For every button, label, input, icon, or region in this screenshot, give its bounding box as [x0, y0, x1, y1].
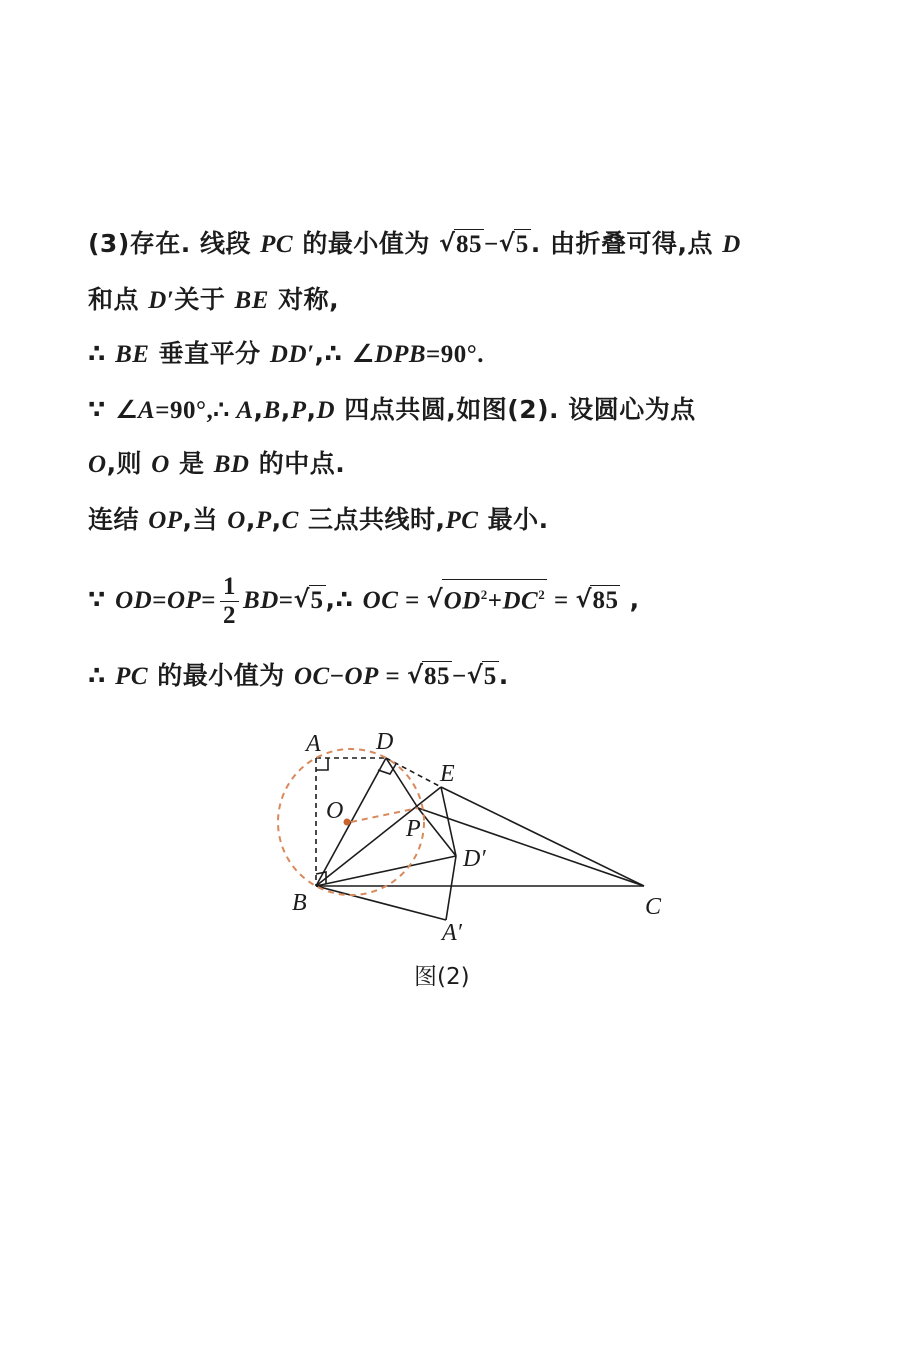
sqrt-od2-dc2: √ $OD^2+DC^2$ [427, 571, 548, 631]
label-D: D [376, 729, 394, 755]
center-point-O [344, 819, 351, 826]
segment-BD-prime [316, 856, 456, 886]
solution-line-4: ∵ ∠A=90°,∴ A,B,P,D 四点共圆,如图(2). 设圆心为点 [88, 395, 696, 424]
solution-line-3: ∴ BE 垂直平分 DD′,∴ ∠DPB=90°. [88, 339, 485, 368]
label-A: A [306, 731, 321, 757]
solution-line-2: 和点 D′关于 BE 对称, [88, 285, 340, 314]
fraction-one-half: $\frac{1}{2}$ [220, 573, 239, 630]
segment-DP [386, 758, 418, 808]
figure-caption: 图(2) [414, 964, 470, 990]
sqrt-5: √ 5 [294, 571, 326, 631]
label-D-prime: D′ [463, 846, 486, 872]
solution-line-6: 连结 OP,当 O,P,C 三点共线时,PC 最小. [88, 505, 549, 534]
label-C: C [645, 894, 662, 920]
label-E: E [440, 761, 455, 787]
label-A-prime: A′ [442, 920, 462, 946]
solution-line-1: (3)存在. 线段 PC 的最小值为 √ 85−√ 5. 由折叠可得,点 D [88, 224, 741, 264]
sqrt-85: √ 85 [439, 225, 484, 265]
segment-D-prime-A-prime [446, 856, 456, 920]
solution-line-8: ∴ PC 的最小值为 OC−OP = √ 85−√ 5. [88, 656, 509, 696]
sqrt-5: √ 5 [499, 225, 531, 265]
right-angle-mark-A [316, 758, 328, 770]
solution-line-7: ∵ OD=OP= $\frac{1}{2}$ BD=√ 5,∴ OC = √ $OD^2+DC^2$ = √ 85 , [88, 570, 640, 630]
solution-line-5: O,则 O 是 BD 的中点. [88, 449, 346, 478]
figure-lines [316, 758, 644, 920]
sqrt-85: √ 85 [575, 571, 620, 631]
label-B: B [292, 890, 307, 916]
segment-BA-prime [316, 886, 446, 920]
segment-PC [418, 808, 644, 886]
sqrt-5: √ 5 [467, 657, 499, 697]
sqrt-85: √ 85 [407, 657, 452, 697]
label-O: O [326, 798, 344, 824]
label-P: P [406, 816, 421, 842]
